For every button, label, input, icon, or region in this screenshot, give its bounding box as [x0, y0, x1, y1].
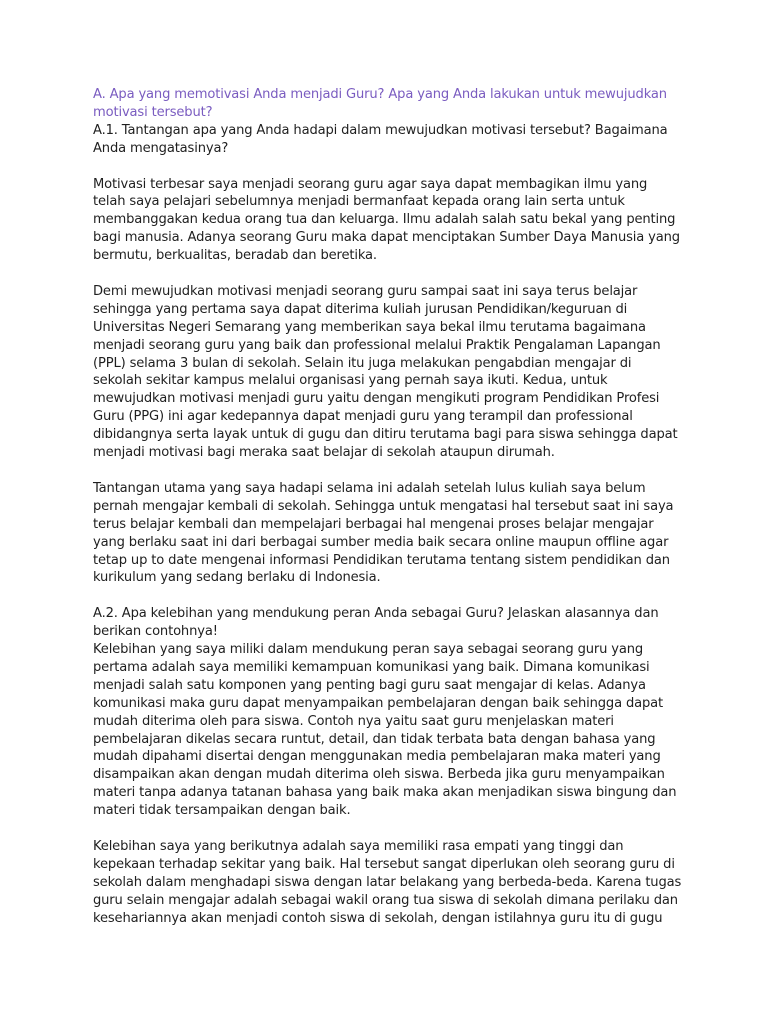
- paragraph-spacer: [93, 820, 683, 838]
- paragraph-spacer: [93, 158, 683, 176]
- question-a2: A.2. Apa kelebihan yang mendukung peran Anda sebagai Guru? Jelaskan alasannya dan berikan contohnya!: [93, 606, 659, 640]
- paragraph-spacer: [93, 265, 683, 283]
- question-a1: A.1. Tantangan apa yang Anda hadapi dalam mewujudkan motivasi tersebut? Bagaimana Anda mengatasinya?: [93, 122, 668, 156]
- section-heading-a: A. Apa yang memotivasi Anda menjadi Guru? Apa yang Anda lakukan untuk mewujudkan motivasi tersebut?: [93, 87, 667, 120]
- paragraph-communication: Kelebihan yang saya miliki dalam mendukung peran saya sebagai seorang guru yang pertama adalah saya memiliki kemampuan komunikasi yang baik. Dimana komunikasi menjadi salah satu komponen yang penting bagi guru saat mengajar di kelas. Adanya komunikasi maka guru dapat menyampaikan pembelajaran dengan baik sehingga dapat mudah diterima oleh para siswa. Contoh nya yaitu saat guru menjelaskan materi pembelajaran dikelas secara runtut, detail, dan tidak terbata bata dengan bahasa yang mudah dipahami disertai dengan menggunakan media pembelajaran maka materi yang disampaikan akan dengan mudah diterima oleh siswa. Berbeda jika guru menyampaikan materi tanpa adanya tatanan bahasa yang baik maka akan menjadikan siswa bingung dan materi tidak tersampaikan dengan baik.: [93, 642, 677, 819]
- paragraph-spacer: [93, 587, 683, 605]
- paragraph-challenge: Tantangan utama yang saya hadapi selama ini adalah setelah lulus kuliah saya belum pernah mengajar kembali di sekolah. Sehingga untuk mengatasi hal tersebut saat ini saya terus belajar kembali dan mempelajari berbagai hal mengenai proses belajar mengajar yang berlaku saat ini dari berbagai sumber media baik secara online maupun offline agar tetap up to date mengenai informasi Pendidikan terutama tentang sistem pendidikan dan kurikulum yang sedang berlaku di Indonesia.: [93, 480, 674, 586]
- document-page: [93, 86, 683, 928]
- paragraph-motivation: Motivasi terbesar saya menjadi seorang guru agar saya dapat membagikan ilmu yang telah saya pelajari sebelumnya menjadi bermanfaat kepada orang lain serta untuk membanggakan kedua orang tua dan keluarga. Ilmu adalah salah satu bekal yang penting bagi manusia. Adanya seorang Guru maka dapat menciptakan Sumber Daya Manusia yang bermutu, berkualitas, beradab dan beretika.: [93, 176, 680, 264]
- paragraph-spacer: [93, 462, 683, 480]
- paragraph-realization: Demi mewujudkan motivasi menjadi seorang guru sampai saat ini saya terus belajar sehingga yang pertama saya dapat diterima kuliah jurusan Pendidikan/keguruan di Universitas Negeri Semarang yang memberikan saya bekal ilmu terutama bagaimana menjadi seorang guru yang baik dan professional melalui Praktik Pengalaman Lapangan (PPL) selama 3 bulan di sekolah. Selain itu juga melakukan pengabdian mengajar di sekolah sekitar kampus melalui organisasi yang pernah saya ikuti. Kedua, untuk mewujudkan motivasi menjadi guru yaitu dengan mengikuti program Pendidikan Profesi Guru (PPG) ini agar kedepannya dapat menjadi guru yang terampil dan professional dibidangnya serta layak untuk di gugu dan ditiru terutama bagi para siswa sehingga dapat menjadi motivasi bagi meraka saat belajar di sekolah ataupun dirumah.: [93, 283, 678, 461]
- paragraph-empathy: Kelebihan saya yang berikutnya adalah saya memiliki rasa empati yang tinggi dan kepekaan terhadap sekitar yang baik. Hal tersebut sangat diperlukan oleh seorang guru di sekolah dalam menghadapi siswa dengan latar belakang yang berbeda-beda. Karena tugas guru selain mengajar adalah sebagai wakil orang tua siswa di sekolah dimana perilaku dan kesehariannya akan menjadi contoh siswa di sekolah, dengan istilahnya guru itu di gugu: [93, 838, 682, 926]
